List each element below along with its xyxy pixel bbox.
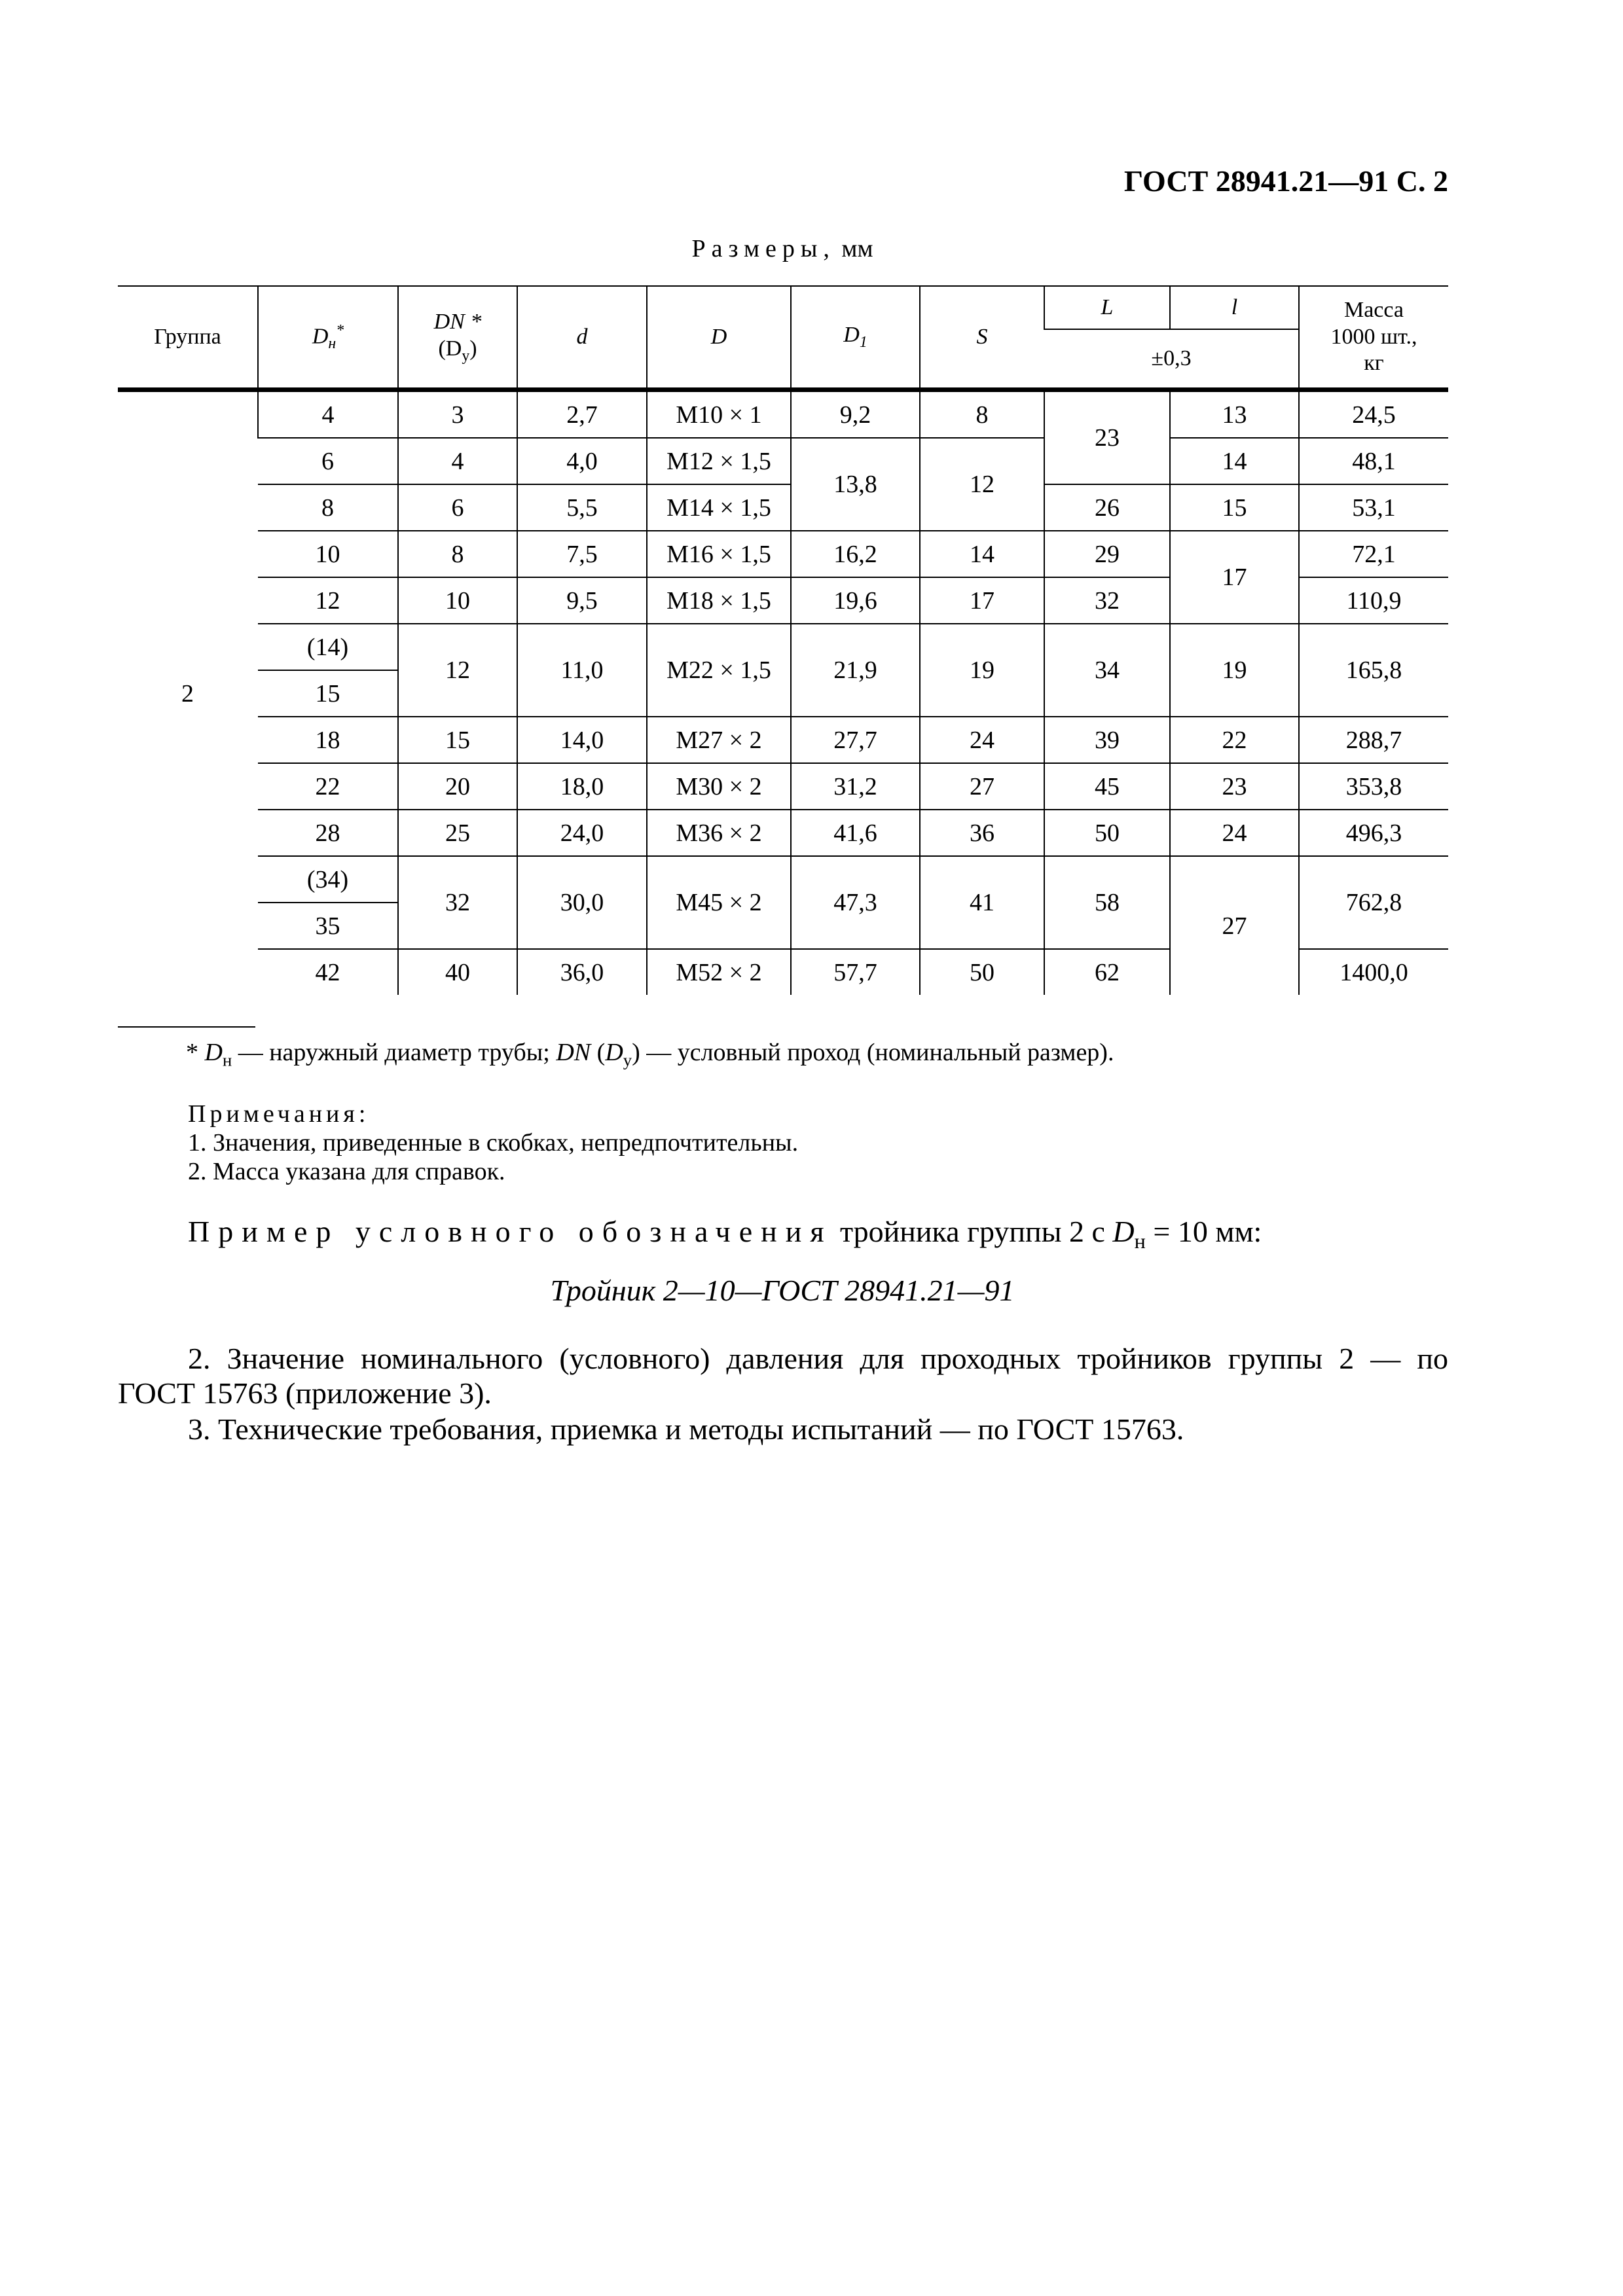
cell-mass: 353,8 bbox=[1299, 763, 1448, 810]
dimensions-table bbox=[118, 285, 1448, 995]
cell-d: 30,0 bbox=[517, 856, 647, 949]
paragraph-3: 3. Технические требования, приемка и методы испытаний — по ГОСТ 15763. bbox=[188, 1412, 1184, 1446]
notes-title: Примечания: bbox=[188, 1100, 370, 1128]
cell-D: M52 × 2 bbox=[647, 949, 791, 995]
paragraph-2: 2. Значение номинального (условного) давления для проходных тройников группы 2 — по ГОСТ 15763 (приложение 3). bbox=[118, 1342, 1448, 1410]
cell-L: 50 bbox=[1044, 810, 1170, 856]
cell-S: 24 bbox=[920, 717, 1044, 763]
table-caption bbox=[118, 234, 1447, 263]
cell-D: M14 × 1,5 bbox=[647, 484, 791, 531]
cell-dn: 22 bbox=[258, 763, 398, 810]
cell-dn: 8 bbox=[258, 484, 398, 531]
cell-d: 2,7 bbox=[517, 390, 647, 439]
cell-S: 36 bbox=[920, 810, 1044, 856]
cell-dn: 12 bbox=[258, 577, 398, 624]
caption-word: Размеры, bbox=[691, 235, 835, 262]
cell-d: 11,0 bbox=[517, 624, 647, 717]
cell-nominal-bore: 15 bbox=[398, 717, 517, 763]
designation-example-line: Пример условного обозначения тройника группы 2 с $D_н = 10$ мм: bbox=[188, 1215, 1262, 1253]
cell-nominal-bore: 32 bbox=[398, 856, 517, 949]
header-D: D bbox=[647, 286, 791, 390]
cell-dn: (14) bbox=[258, 624, 398, 670]
cell-dn: 18 bbox=[258, 717, 398, 763]
cell-D: M45 × 2 bbox=[647, 856, 791, 949]
cell-dn: 28 bbox=[258, 810, 398, 856]
cell-d: 7,5 bbox=[517, 531, 647, 577]
cell-l: 23 bbox=[1170, 763, 1299, 810]
cell-dn: 42 bbox=[315, 958, 340, 986]
cell-d: 24,0 bbox=[517, 810, 647, 856]
cell-D1: 47,3 bbox=[791, 856, 920, 949]
cell-D: M16 × 1,5 bbox=[647, 531, 791, 577]
header-tolerance: ±0,3 bbox=[1151, 346, 1192, 370]
footnote-rule bbox=[118, 1026, 255, 1028]
cell-nominal-bore: 4 bbox=[398, 438, 517, 484]
cell-mass: 762,8 bbox=[1299, 856, 1448, 949]
cell-D1: 31,2 bbox=[791, 763, 920, 810]
cell-l: 22 bbox=[1170, 717, 1299, 763]
cell-D1: 13,8 bbox=[791, 438, 920, 531]
cell-S: 12 bbox=[920, 438, 1044, 531]
cell-D1: 41,6 bbox=[791, 810, 920, 856]
cell-l: 15 bbox=[1170, 484, 1299, 531]
cell-nominal-bore: 10 bbox=[398, 577, 517, 624]
cell-D1: 21,9 bbox=[791, 624, 920, 717]
cell-dn: (34) bbox=[258, 856, 398, 903]
cell-D1: 16,2 bbox=[791, 531, 920, 577]
cell-dn: 10 bbox=[258, 531, 398, 577]
cell-dn: 6 bbox=[258, 438, 398, 484]
cell-D: M30 × 2 bbox=[647, 763, 791, 810]
group-cell: 2 bbox=[181, 679, 194, 708]
cell-D: M10 × 1 bbox=[647, 390, 791, 439]
cell-S: 8 bbox=[920, 390, 1044, 439]
cell-l: 19 bbox=[1170, 624, 1299, 717]
cell-mass: 48,1 bbox=[1299, 438, 1448, 484]
header-group: Группа bbox=[154, 324, 221, 349]
note-2: 2. Масса указана для справок. bbox=[188, 1158, 505, 1185]
cell-L: 45 bbox=[1044, 763, 1170, 810]
cell-nominal-bore: 25 bbox=[398, 810, 517, 856]
cell-mass: 24,5 bbox=[1299, 390, 1448, 439]
cell-mass: 1400,0 bbox=[1299, 949, 1448, 995]
cell-L: 26 bbox=[1044, 484, 1170, 531]
cell-L: 32 bbox=[1044, 577, 1170, 624]
cell-D1: 27,7 bbox=[791, 717, 920, 763]
cell-D1: 57,7 bbox=[791, 949, 920, 995]
cell-S: 17 bbox=[920, 577, 1044, 624]
cell-L: 34 bbox=[1044, 624, 1170, 717]
cell-L: 39 bbox=[1044, 717, 1170, 763]
note-1: 1. Значения, приведенные в скобках, непредпочтительны. bbox=[188, 1129, 799, 1157]
header-l: l bbox=[1170, 286, 1299, 329]
header-mass: Масса 1000 шт., кг bbox=[1299, 286, 1448, 390]
cell-D: M27 × 2 bbox=[647, 717, 791, 763]
cell-d: 14,0 bbox=[517, 717, 647, 763]
cell-l: 13 bbox=[1170, 390, 1299, 439]
cell-l: 17 bbox=[1170, 531, 1299, 624]
cell-S: 27 bbox=[920, 763, 1044, 810]
cell-D1: 9,2 bbox=[791, 390, 920, 439]
cell-S: 14 bbox=[920, 531, 1044, 577]
cell-L: 23 bbox=[1044, 390, 1170, 485]
header-d: d bbox=[517, 286, 647, 390]
footnote: * $D_н$ — наружный диаметр трубы; DN $(D_у)$ — условный проход (номинальный размер). bbox=[186, 1039, 1114, 1070]
cell-L: 58 bbox=[1044, 856, 1170, 949]
cell-mass: 53,1 bbox=[1299, 484, 1448, 531]
cell-dn: 15 bbox=[258, 670, 398, 717]
cell-l: 24 bbox=[1170, 810, 1299, 856]
cell-l: 14 bbox=[1170, 438, 1299, 484]
cell-nominal-bore: 6 bbox=[398, 484, 517, 531]
cell-S: 50 bbox=[920, 949, 1044, 995]
cell-D: M22 × 1,5 bbox=[647, 624, 791, 717]
header-dn: $D_н^*$ bbox=[258, 286, 398, 390]
header-nominal-bore: DN * $(D_у)$ bbox=[398, 286, 517, 390]
cell-d: 4,0 bbox=[517, 438, 647, 484]
cell-d: 18,0 bbox=[517, 763, 647, 810]
cell-D: M36 × 2 bbox=[647, 810, 791, 856]
cell-l: 27 bbox=[1170, 856, 1299, 995]
cell-nominal-bore: 3 bbox=[398, 390, 517, 439]
caption-unit: мм bbox=[841, 235, 873, 262]
cell-D: M18 × 1,5 bbox=[647, 577, 791, 624]
cell-mass: 110,9 bbox=[1299, 577, 1448, 624]
cell-S: 19 bbox=[920, 624, 1044, 717]
cell-nominal-bore: 8 bbox=[398, 531, 517, 577]
cell-d: 36,0 bbox=[517, 949, 647, 995]
cell-D: M12 × 1,5 bbox=[647, 438, 791, 484]
cell-d: 5,5 bbox=[517, 484, 647, 531]
cell-mass: 165,8 bbox=[1299, 624, 1448, 717]
cell-L: 29 bbox=[1044, 531, 1170, 577]
cell-nominal-bore: 12 bbox=[398, 624, 517, 717]
cell-mass: 496,3 bbox=[1299, 810, 1448, 856]
cell-S: 41 bbox=[920, 856, 1044, 949]
header-S: S bbox=[920, 286, 1044, 390]
designation-example: Тройник 2—10—ГОСТ 28941.21—91 bbox=[550, 1274, 1015, 1307]
cell-dn: 35 bbox=[258, 903, 398, 949]
cell-d: 9,5 bbox=[517, 577, 647, 624]
header-D1: $D_1$ bbox=[791, 286, 920, 390]
cell-nominal-bore: 20 bbox=[398, 763, 517, 810]
cell-L: 62 bbox=[1044, 949, 1170, 995]
cell-mass: 72,1 bbox=[1299, 531, 1448, 577]
cell-dn: 4 bbox=[258, 390, 398, 439]
cell-nominal-bore: 40 bbox=[398, 949, 517, 995]
document-header: ГОСТ 28941.21—91 С. 2 bbox=[1123, 164, 1448, 198]
cell-D1: 19,6 bbox=[791, 577, 920, 624]
header-L: L bbox=[1044, 286, 1170, 329]
cell-mass: 288,7 bbox=[1299, 717, 1448, 763]
